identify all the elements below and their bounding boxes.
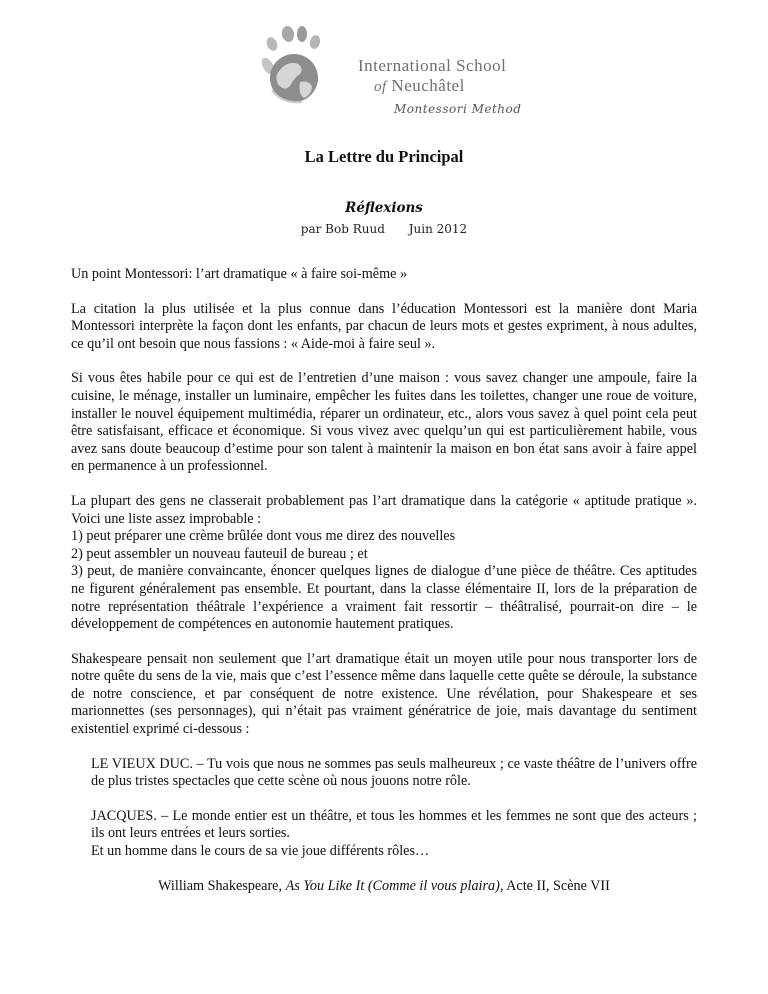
quote-jacques-cont: Et un homme dans le cours de sa vie joue différents rôles… <box>91 843 430 860</box>
quote-line <box>91 808 697 861</box>
byline-author: par Bob Ruud <box>300 222 385 236</box>
list-item: 3) peut, de manière convaincante, énoncer quelques lignes de dialogue d’une pièce de théâtre. Ces aptitudes ne figurent généralement pas ensemble. Et pourtant, dans la classe élémentaire II, lors de la préparation de notre représentation théâtrale l’expérience a vraiment fait ressortir – théâtralisé, pourrait-on dire – le développement de compétences en autonomie hautement pratiques. <box>71 563 697 633</box>
list-item: 2) peut assembler un nouveau fauteuil de bureau ; et <box>71 545 368 562</box>
school-name-line2 <box>374 76 465 96</box>
school-name-line1: International School <box>358 56 507 75</box>
section-subtitle: Réflexions <box>345 200 423 216</box>
list-intro: La plupart des gens ne classerait probablement pas l’art dramatique dans la catégorie « aptitude pratique ». Voici une liste assez improbable : <box>71 492 697 527</box>
school-name-city: Neuchâtel <box>391 76 465 95</box>
citation-ref: , Acte II, Scène VII <box>499 877 610 894</box>
paragraph: Shakespeare pensait non seulement que l’art dramatique était un moyen utile pour nous transporter lors de notre quête du sens de la vie, mais que c’est l’essence même dans laquelle cette quête se déroule, la substance de notre conscience, et par conséquent de notre existence. Une révélation, pour Shakespeare et ses marionnettes (ses personnages), qui n’était pas vraiment génératrice de joie, mais davantage du sentiment existentiel exprimé ci-dessous : <box>71 650 697 738</box>
paragraph: La citation la plus utilisée et la plus connue dans l’éducation Montessori est la manière dont Maria Montessori interprète la façon dont les enfants, par chacun de leurs mots et gestes expriment, à nous adultes, ce qu’il ont besoin que nous fassions : « Aide-moi à faire seul ». <box>71 300 697 352</box>
school-logo <box>258 20 522 116</box>
school-name-of: of <box>374 79 387 95</box>
citation-work: As You Like It (Comme il vous plaira) <box>285 877 500 894</box>
school-name <box>358 56 522 116</box>
quote-jacques: JACQUES. – Le monde entier est un théâtre, et tous les hommes et les femmes ne sont que des acteurs ; ils ont leurs entrées et leurs sorties. <box>91 807 697 842</box>
blockquote <box>91 756 697 861</box>
list-item: 1) peut préparer une crème brûlée dont vous me direz des nouvelles <box>71 528 456 545</box>
paragraph: Un point Montessori: l’art dramatique « à faire soi-même » <box>71 266 408 282</box>
citation-author: William Shakespeare, <box>158 877 286 894</box>
letter-body <box>71 266 697 912</box>
handprint-globe-icon <box>258 20 358 115</box>
quote-line: LE VIEUX DUC. – Tu vois que nous ne sommes pas seuls malheureux ; ce vaste théâtre de l’univers offre de plus tristes spectacles que cette scène où nous jouons notre rôle. <box>91 755 697 790</box>
list-paragraph <box>71 493 697 634</box>
paragraph: Si vous êtes habile pour ce qui est de l’entretien d’une maison : vous savez changer une ampoule, faire la cuisine, le ménage, installer un luminaire, empêcher les fuites dans les toilettes, changer une roue de voiture, installer le nouvel équipement multimédia, réparer un ordinateur, etc., alors vous savez à quel point cela peut être satisfaisant, efficace et économique. Si vous vivez avec quelqu’un qui est particulièrement habile, vous avez sans doute beaucoup d’estime pour son talent à maintenir la maison en bon état sans avoir à faire appel en permanence à un professionnel. <box>71 370 697 475</box>
byline <box>0 222 768 236</box>
page-title: La Lettre du Principal <box>304 147 464 166</box>
byline-date: Juin 2012 <box>408 222 468 236</box>
school-tagline: Montessori Method <box>394 102 522 116</box>
citation <box>71 878 697 896</box>
